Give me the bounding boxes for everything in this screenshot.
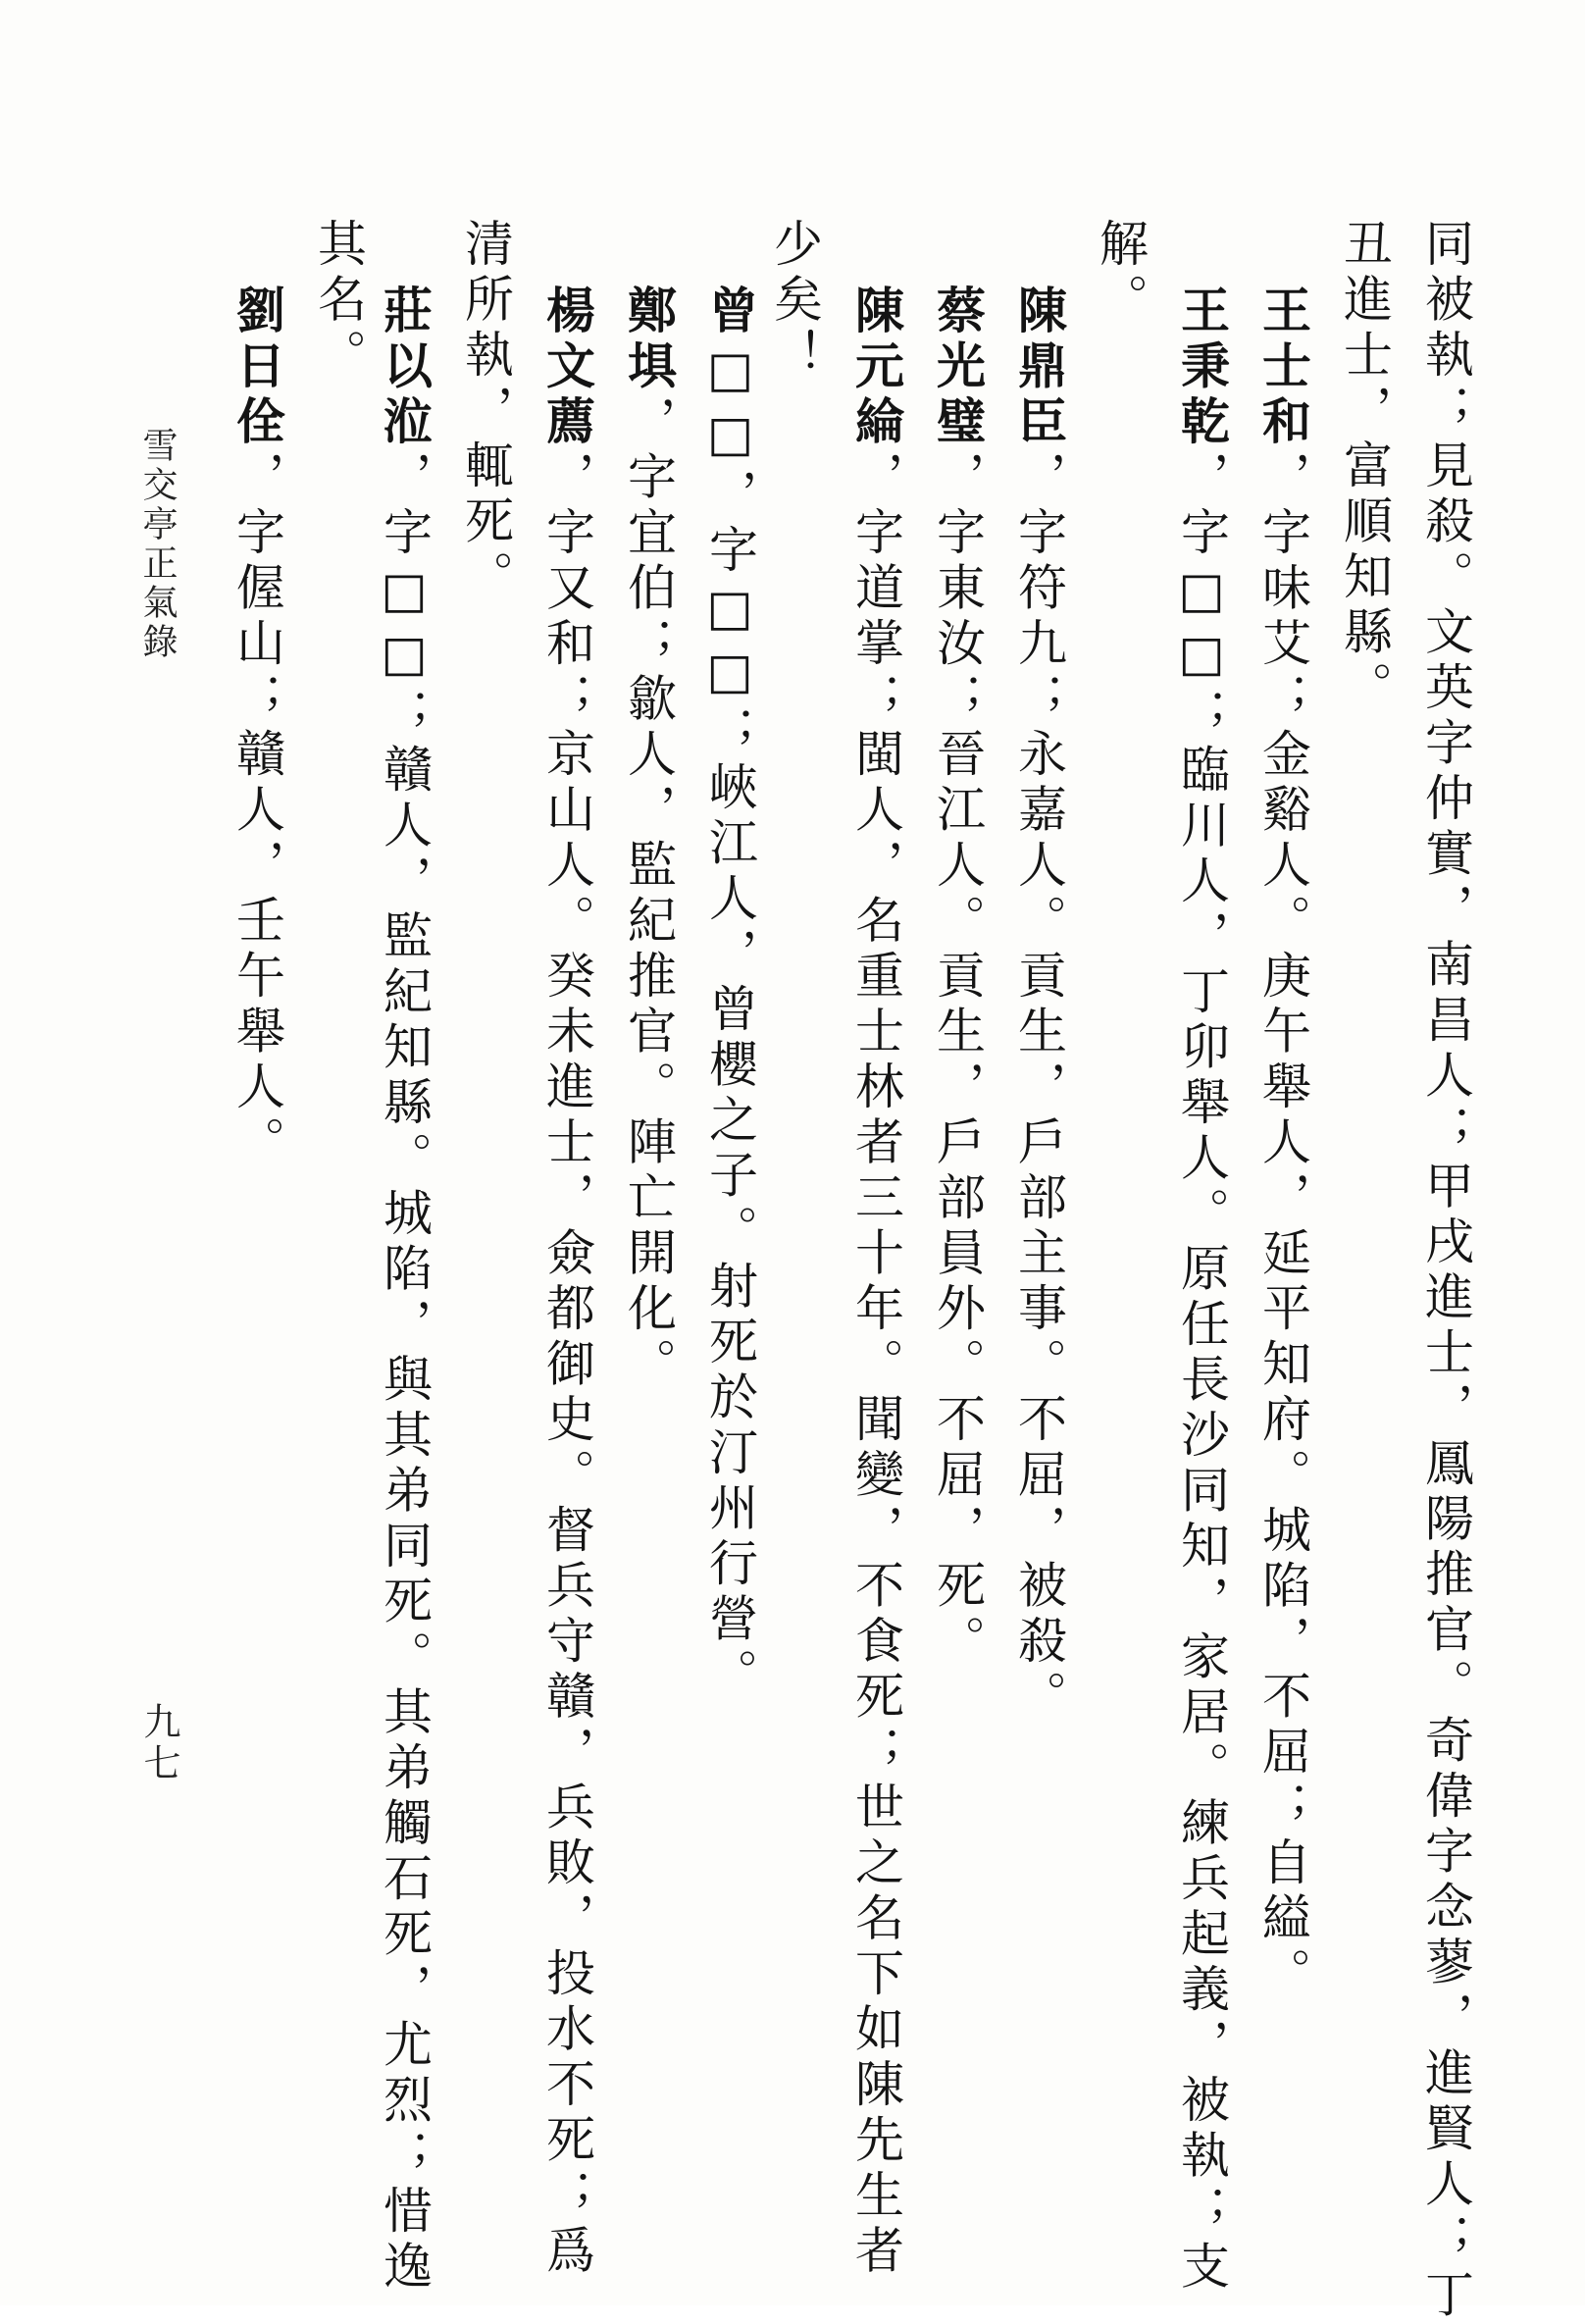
text-column bbox=[538, 284, 595, 2280]
column-text: 丑進士，富順知縣。 bbox=[1336, 218, 1393, 717]
column-text: ，字偓山；贛人，壬午舉人。 bbox=[229, 450, 285, 1171]
column-text: ，字又和；京山人。癸未進士，僉都御史。督兵守贛，兵敗，投水不死；爲 bbox=[538, 450, 595, 2280]
column-text: ，字□□；峽江人，曾櫻之子。射死於汀州行營。 bbox=[701, 468, 758, 1704]
text-column bbox=[847, 284, 904, 2280]
text-column bbox=[766, 218, 823, 385]
text-column bbox=[701, 284, 758, 1704]
column-text: ，字□□；贛人，監紀知縣。城陷，與其弟同死。其弟觸石死，尤烈；惜逸 bbox=[376, 450, 433, 2296]
column-text: ，字□□；臨川人，丁卯舉人。原任長沙同知，家居。練兵起義，被執；支 bbox=[1173, 450, 1230, 2296]
text-column bbox=[310, 218, 367, 385]
text-column bbox=[1010, 284, 1067, 1726]
column-text: ，字符九；永嘉人。貢生，戶部主事。不屈，被殺。 bbox=[1010, 450, 1067, 1726]
column-text: 同被執；見殺。文英字仲實，南昌人；甲戌進士，鳳陽推官。奇偉字念蓼，進賢人；丁 bbox=[1417, 218, 1474, 2324]
text-column bbox=[929, 284, 986, 1671]
person-name: 王秉乾 bbox=[1173, 284, 1231, 451]
column-text: ，字味艾；金谿人。庚午舉人，延平知府。城陷，不屈；自縊。 bbox=[1254, 450, 1311, 2003]
column-text: ，字東汝；晉江人。貢生，戶部員外。不屈，死。 bbox=[929, 450, 986, 1671]
column-text: 清所執，輒死。 bbox=[457, 218, 514, 606]
text-column bbox=[1254, 284, 1311, 2003]
text-column bbox=[1173, 284, 1230, 2296]
person-name: 陳鼎臣 bbox=[1010, 284, 1068, 451]
text-column bbox=[229, 284, 285, 1171]
text-column bbox=[376, 284, 433, 2296]
person-name: 莊以涖 bbox=[376, 284, 434, 451]
person-name: 曾□□ bbox=[701, 284, 759, 469]
column-text: ，字宜伯；歙人，監紀推官。陣亡開化。 bbox=[620, 395, 677, 1393]
text-column bbox=[1336, 218, 1393, 717]
page-number: 九七 bbox=[137, 1702, 180, 1784]
person-name: 劉日佺 bbox=[229, 284, 286, 451]
person-name: 陳元綸 bbox=[847, 284, 905, 451]
person-name: 楊文薦 bbox=[538, 284, 596, 451]
person-name: 鄭埧 bbox=[620, 284, 678, 395]
book-title: 雪交亭正氣錄 bbox=[137, 427, 178, 662]
text-column bbox=[620, 284, 677, 1393]
person-name: 蔡光璧 bbox=[929, 284, 987, 451]
person-name: 王士和 bbox=[1254, 284, 1312, 451]
column-text: ，字道掌；閩人，名重士林者三十年。聞變，不食死；世之名下如陳先生者 bbox=[847, 450, 904, 2280]
text-column bbox=[457, 218, 514, 606]
column-text: 少矣！ bbox=[766, 218, 823, 385]
text-column bbox=[1417, 218, 1474, 2324]
column-text: 其名。 bbox=[310, 218, 367, 385]
column-text: 解。 bbox=[1092, 218, 1149, 329]
text-column bbox=[1092, 218, 1149, 329]
